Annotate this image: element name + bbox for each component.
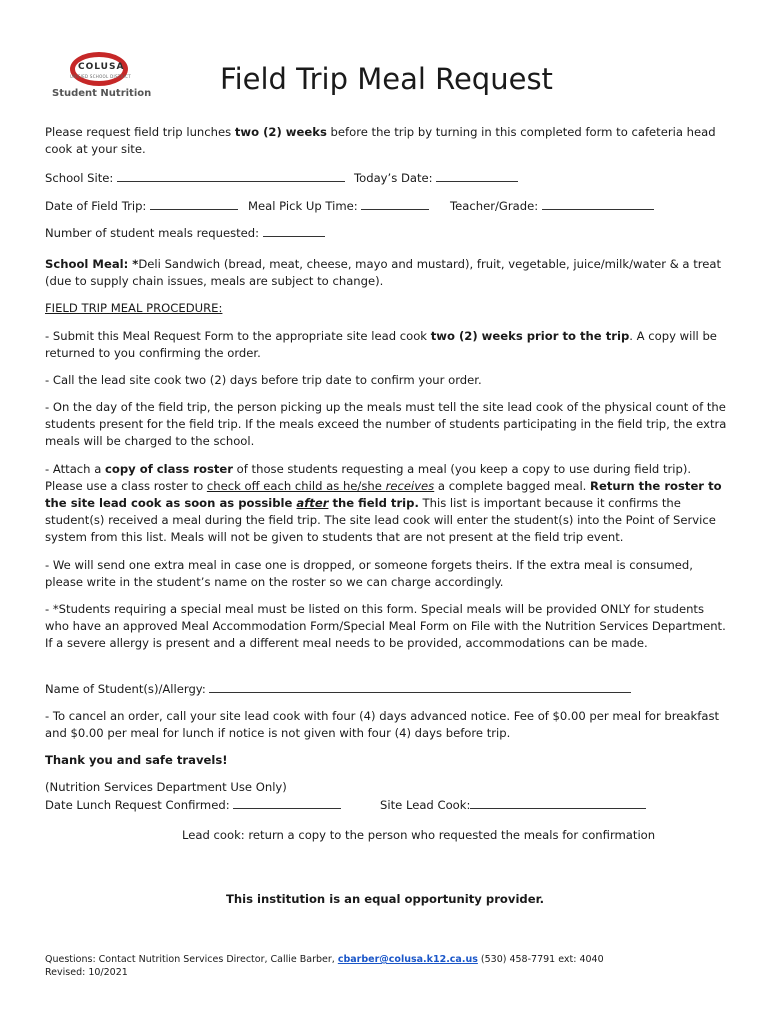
name-allergy-blank[interactable]	[209, 680, 631, 693]
school-meal-text: Deli Sandwich (bread, meat, cheese, mayo and mustard), fruit, vegetable, juice/milk/water & a treat (due to supply chain issues, meals are subject to change).	[45, 257, 722, 288]
school-site-blank[interactable]	[117, 169, 345, 182]
intro-text-post: before the trip by turning in this completed form to cafeteria head cook at your site.	[45, 125, 716, 156]
student-nutrition-logo	[48, 52, 158, 104]
school-site-field	[45, 169, 345, 185]
meal-count-label: Number of student meals requested:	[45, 226, 260, 240]
name-allergy-field	[45, 680, 631, 696]
attach-underline-italic: receives	[385, 479, 435, 493]
step-submit-bold: two (2) weeks prior to the trip	[430, 329, 630, 343]
attach-text-2: of those students requesting a meal (you keep a copy to use during field trip). Please use a class roster to	[45, 462, 692, 493]
pickup-time-blank[interactable]	[361, 197, 429, 210]
lead-cook-note: Lead cook: return a copy to the person who requested the meals for confirmation	[182, 828, 656, 842]
name-allergy-label: Name of Student(s)/Allergy:	[45, 682, 206, 696]
attach-bold-3: the field trip.	[328, 496, 419, 510]
step-submit-post: . A copy will be returned to you confirming the order.	[45, 329, 717, 360]
site-lead-cook-blank[interactable]	[470, 796, 646, 809]
teacher-grade-label: Teacher/Grade:	[450, 199, 539, 213]
school-meal-star: *	[132, 257, 139, 271]
step-call: - Call the lead site cook two (2) days before trip date to confirm your order.	[45, 373, 482, 387]
attach-bold-2: Return the roster to the site lead cook as soon as possible	[45, 479, 722, 510]
date-confirmed-field	[45, 796, 341, 812]
step-attach-roster	[45, 461, 730, 546]
intro-paragraph	[45, 124, 730, 158]
equal-opportunity-statement: This institution is an equal opportunity provider.	[225, 892, 545, 906]
trip-date-field	[45, 197, 238, 213]
step-special-meal: - *Students requiring a special meal must be listed on this form. Special meals will be provided ONLY for students who have an approved Meal Accommodation Form/Special Meal Form on File with the Nutrition Services Department. If a severe allergy is present and a different meal needs to be provided, accommodations can be made.	[45, 602, 726, 650]
attach-text-4: This list is important because it confirms the student(s) received a meal during the field trip. The site lead cook will enter the student(s) into the Point of Service system from this list. Meals will not be given to students that are not present at the field trip event.	[45, 496, 716, 544]
office-use-heading: (Nutrition Services Department Use Only)	[45, 780, 287, 794]
date-confirmed-blank[interactable]	[233, 796, 341, 809]
school-site-label: School Site:	[45, 171, 114, 185]
todays-date-field	[354, 169, 518, 185]
site-lead-cook-label: Site Lead Cook:	[380, 798, 471, 812]
school-meal-label: School Meal:	[45, 257, 133, 271]
director-email-link[interactable]: cbarber@colusa.k12.ca.us	[337, 954, 478, 965]
logo-subtitle: UNIFIED SCHOOL DISTRICT	[70, 74, 131, 79]
thanks-line: Thank you and safe travels!	[45, 753, 228, 767]
todays-date-label: Today’s Date:	[354, 171, 433, 185]
date-confirmed-label: Date Lunch Request Confirmed:	[45, 798, 230, 812]
step-submit	[45, 328, 730, 362]
step-extra-meal: - We will send one extra meal in case one is dropped, or someone forgets theirs. If the extra meal is consumed, please write in the student’s name on the roster so we can charge accordingly.	[45, 558, 693, 589]
teacher-grade-blank[interactable]	[542, 197, 654, 210]
attach-bold-underline-italic: after	[296, 496, 329, 510]
step-cancel: - To cancel an order, call your site lead cook with four (4) days advanced notice. Fee of $0.00 per meal for breakfast and $0.00 per meal for lunch if notice is not given with four (4) days before trip.	[45, 709, 720, 740]
footer-questions-post: (530) 458-7791 ext: 4040	[477, 954, 604, 965]
step-day-of: - On the day of the field trip, the person picking up the meals must tell the site lead cook of the physical count of the students present for the field trip. If the meals exceed the number of students participating in the field trip, the extra meals will be charged to the school.	[45, 400, 727, 448]
step-submit-pre: - Submit this Meal Request Form to the appropriate site lead cook	[45, 329, 431, 343]
site-lead-cook-field	[380, 796, 646, 812]
logo-wordmark: COLUSA	[78, 62, 125, 72]
trip-date-blank[interactable]	[150, 197, 238, 210]
todays-date-blank[interactable]	[436, 169, 518, 182]
meal-count-blank[interactable]	[263, 224, 325, 237]
intro-text-pre: Please request field trip lunches	[45, 125, 235, 139]
trip-date-label: Date of Field Trip:	[45, 199, 147, 213]
attach-bold-1: copy of class roster	[105, 462, 233, 476]
pickup-time-label: Meal Pick Up Time:	[248, 199, 358, 213]
footer-questions-pre: Questions: Contact Nutrition Services Director, Callie Barber,	[45, 954, 338, 965]
intro-text-bold: two (2) weeks	[234, 125, 327, 139]
attach-underline-1: check off each child as he/she	[206, 479, 386, 493]
logo-text: Student Nutrition	[52, 88, 152, 99]
attach-text-1: - Attach a	[45, 462, 105, 476]
meal-count-field	[45, 224, 325, 240]
attach-text-3: a complete bagged meal.	[434, 479, 591, 493]
school-meal-paragraph	[45, 256, 730, 290]
pickup-time-field	[248, 197, 429, 213]
footer-contact	[45, 953, 604, 966]
procedure-heading: FIELD TRIP MEAL PROCEDURE:	[45, 301, 223, 315]
teacher-grade-field	[450, 197, 654, 213]
footer-revised: Revised: 10/2021	[45, 967, 128, 978]
page-title: Field Trip Meal Request	[220, 62, 553, 96]
